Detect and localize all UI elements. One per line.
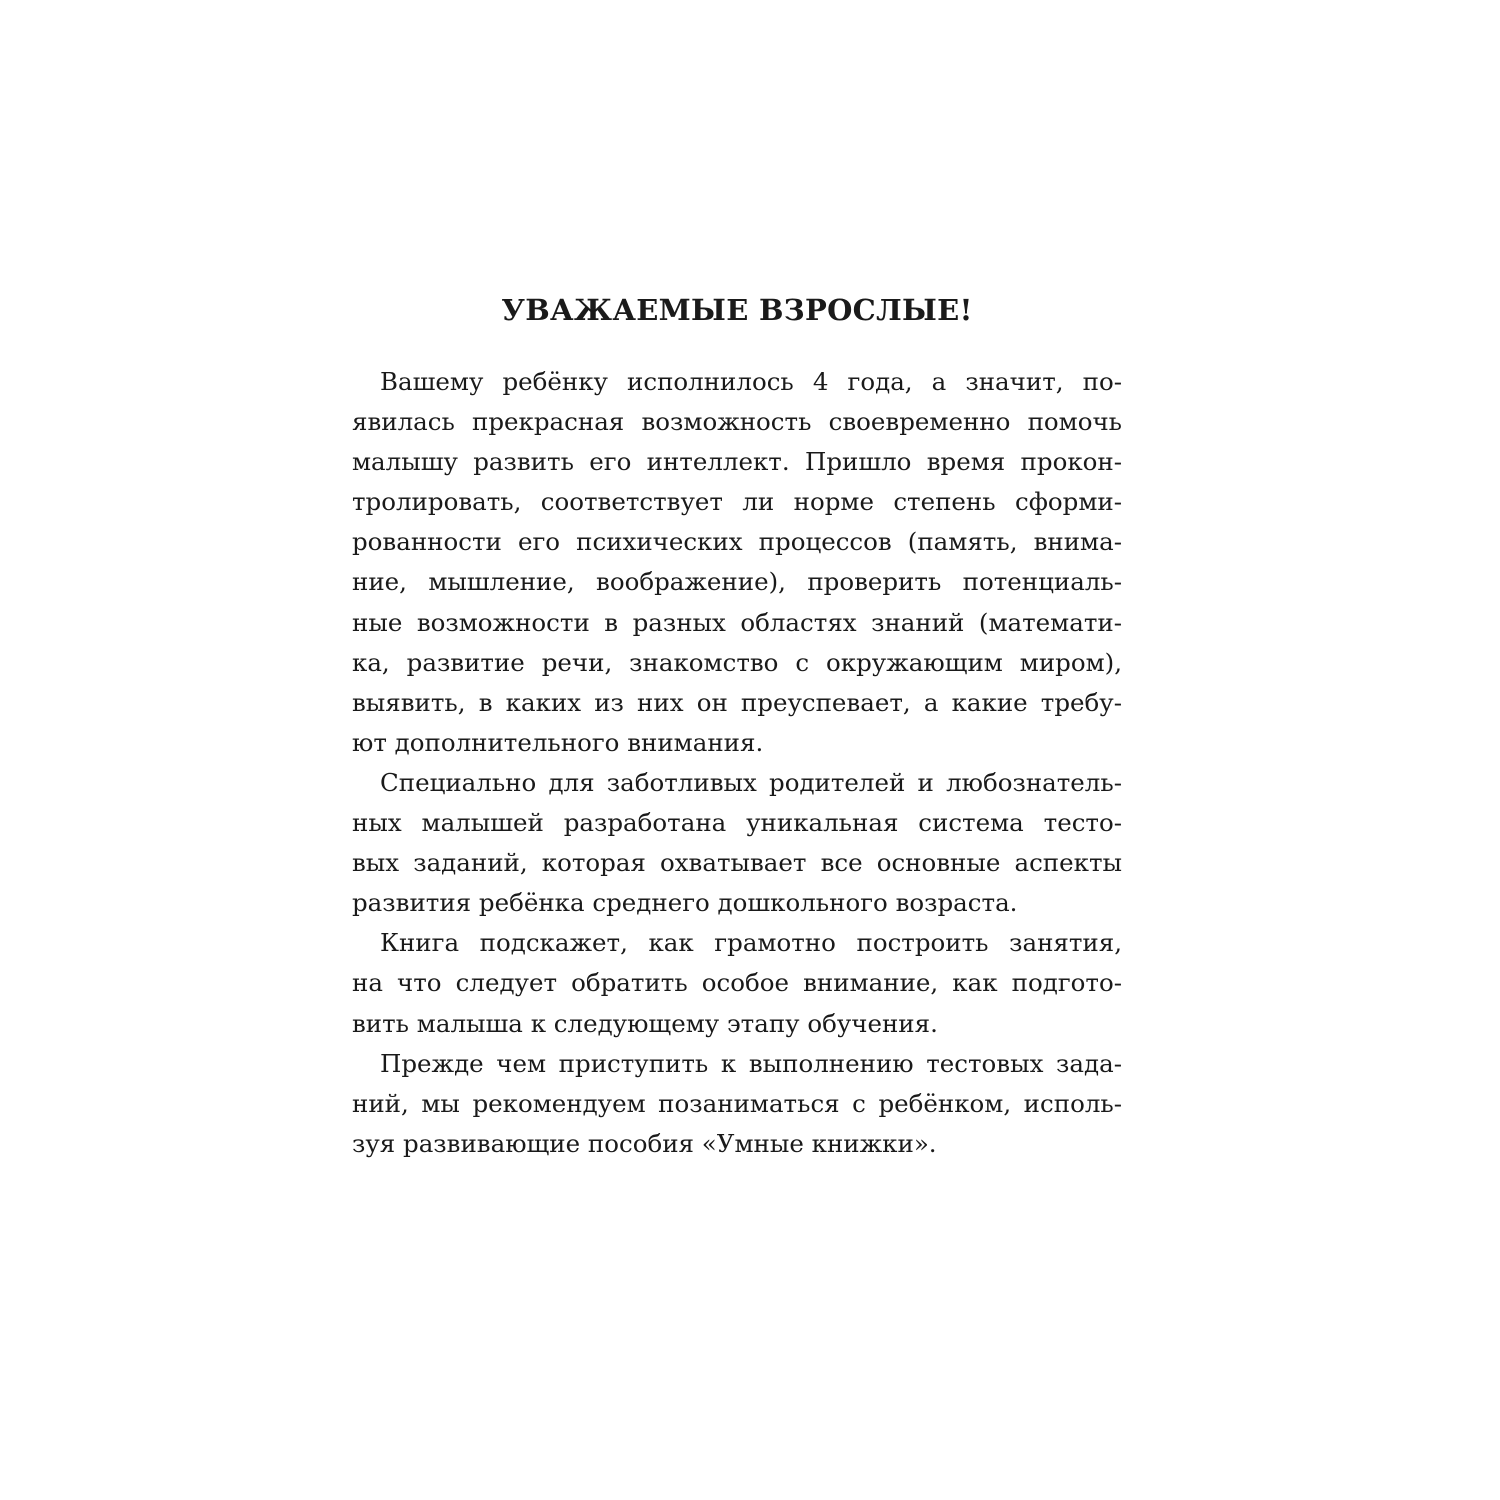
paragraph-4 xyxy=(352,1044,1122,1164)
text-line: ные возможности в разных областях знаний (математи- xyxy=(352,607,1122,637)
page-title: УВАЖАЕМЫЕ ВЗРОСЛЫЕ! xyxy=(501,293,973,327)
text-line: ных малышей разработана уникальная система тесто- xyxy=(352,808,1122,838)
text-line: ют дополнительного внимания. xyxy=(352,727,764,757)
text-line: ние, мышление, воображение), проверить потенциаль- xyxy=(352,567,1122,597)
text-line: тролировать, соответствует ли норме степень сформи- xyxy=(352,487,1122,517)
text-line: вить малыша к следующему этапу обучения. xyxy=(352,1008,938,1038)
text-line: явилась прекрасная возможность своевременно помочь xyxy=(352,407,1122,437)
paragraph-2 xyxy=(352,763,1122,923)
text-line: ка, развитие речи, знакомство с окружающим миром), xyxy=(352,647,1122,677)
text-line: ний, мы рекомендуем позаниматься с ребёнком, исполь- xyxy=(352,1088,1122,1118)
text-line: малышу развить его интеллект. Пришло время прокон- xyxy=(352,447,1122,477)
text-line: выявить, в каких из них он преуспевает, а какие требу- xyxy=(352,687,1122,717)
paragraph-1 xyxy=(352,362,1122,763)
text-line: Прежде чем приступить к выполнению тестовых зада- xyxy=(380,1048,1122,1078)
text-line: развития ребёнка среднего дошкольного возраста. xyxy=(352,888,1018,918)
text-line: вых заданий, которая охватывает все основные аспекты xyxy=(352,848,1122,878)
text-line: зуя развивающие пособия «Умные книжки». xyxy=(352,1128,937,1158)
paragraph-3 xyxy=(352,923,1122,1043)
body-text xyxy=(352,362,1122,1164)
text-line: рованности его психических процессов (память, внима- xyxy=(352,527,1122,557)
text-line: на что следует обратить особое внимание, как подгото- xyxy=(352,968,1122,998)
text-line: Специально для заботливых родителей и любознатель- xyxy=(380,767,1122,797)
text-line: Книга подскажет, как грамотно построить занятия, xyxy=(380,928,1122,958)
text-line: Вашему ребёнку исполнилось 4 года, а значит, по- xyxy=(380,367,1122,396)
